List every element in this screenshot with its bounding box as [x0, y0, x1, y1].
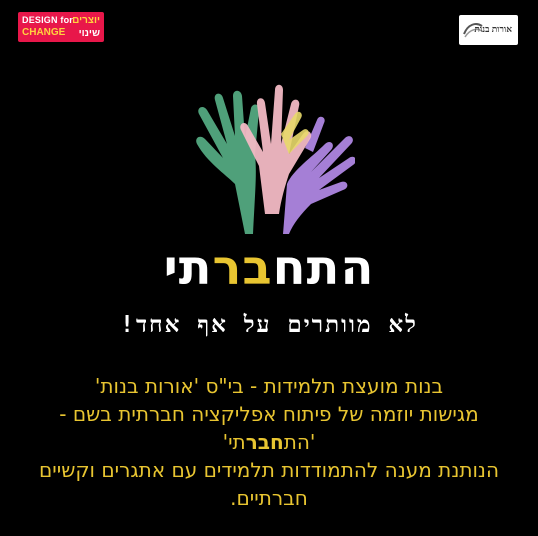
- title-part3: תי: [163, 240, 213, 296]
- description: [0, 372, 538, 512]
- app-title: [0, 240, 538, 296]
- hands-illustration: [185, 74, 355, 239]
- description-line4: הנותנת מענה להתמודדות תלמידים עם אתגרים וקשיים: [38, 458, 500, 482]
- title-highlight: בר: [212, 240, 273, 296]
- logo-left-en-line1: DESIGN for: [22, 15, 74, 25]
- slogan: לא מוותרים על אף אחד!: [120, 312, 418, 338]
- description-line3-bold: חבר: [245, 430, 284, 454]
- title-part1: התח: [272, 240, 375, 296]
- description-line3: [0, 428, 538, 456]
- description-line3-pre: 'הת: [283, 430, 316, 454]
- green-hand-icon: [196, 91, 259, 234]
- school-logo-text: אורות בנות: [474, 24, 512, 34]
- logo-left-he-line1: יוצרים: [72, 15, 100, 26]
- logo-left-he-line2: שינוי: [78, 28, 100, 39]
- description-line1: בנות מועצת תלמידות - בי"ס 'אורות בנות': [94, 374, 444, 398]
- school-logo: [459, 15, 518, 45]
- design-for-change-logo: [18, 12, 104, 42]
- logo-left-en-line2: CHANGE: [22, 27, 66, 38]
- description-line3-post: תי': [222, 430, 246, 454]
- description-line5: חברתיים.: [230, 486, 308, 510]
- purple-hand-icon: [283, 117, 355, 234]
- description-line2: מגישות יוזמה של פיתוח אפליקציה חברתית בשם -: [59, 402, 479, 426]
